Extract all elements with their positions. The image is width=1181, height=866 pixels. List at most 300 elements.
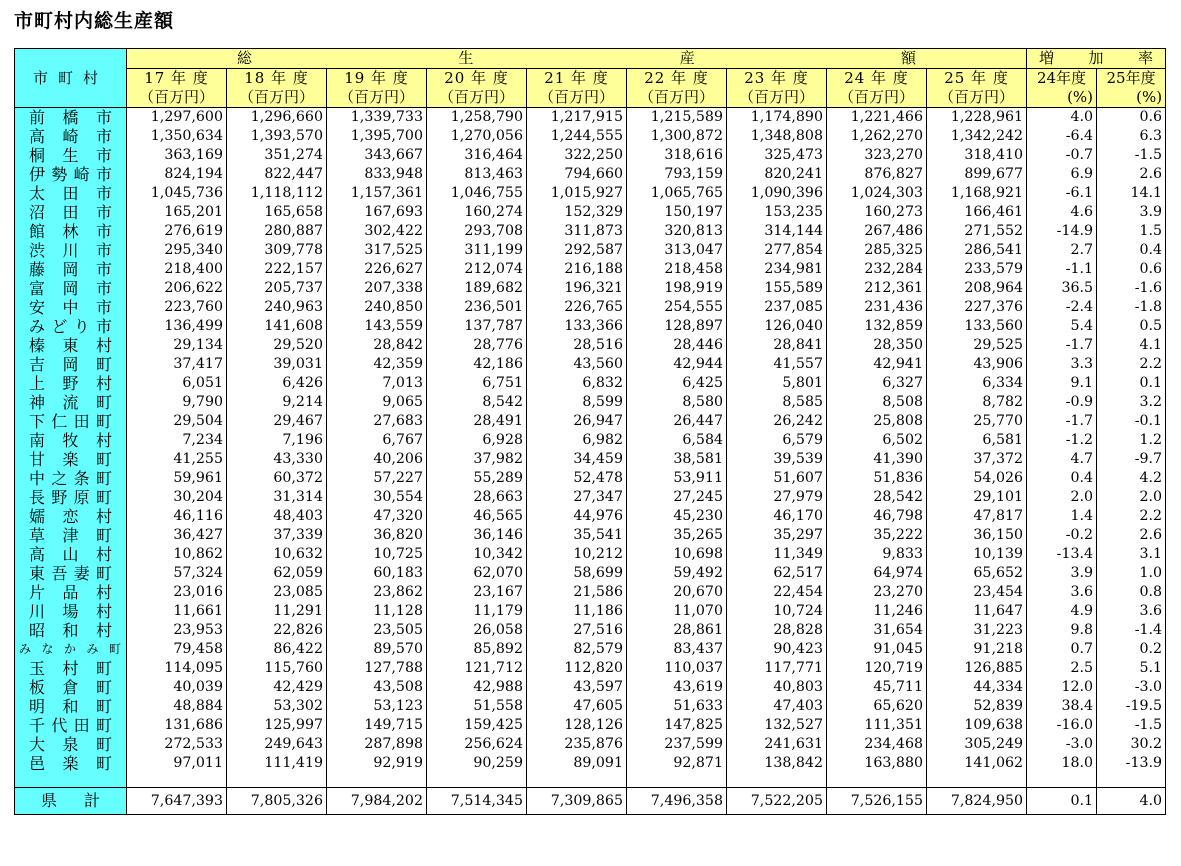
growth-rate-cell: -13.9 — [1097, 754, 1166, 773]
gross-product-cell: 286,541 — [927, 241, 1027, 260]
gross-product-cell: 7,647,393 — [127, 788, 227, 815]
gross-product-cell: 28,542 — [827, 488, 927, 507]
growth-rate-cell: -1.7 — [1027, 412, 1097, 431]
table-row — [15, 374, 1166, 393]
growth-rate-cell: 0.5 — [1097, 317, 1166, 336]
table-row — [15, 393, 1166, 412]
gross-product-cell: 232,284 — [827, 260, 927, 279]
gross-product-cell: 10,862 — [127, 545, 227, 564]
gross-product-cell: 149,715 — [327, 716, 427, 735]
growth-rate-cell: 12.0 — [1027, 678, 1097, 697]
gross-product-cell: 237,599 — [627, 735, 727, 754]
gross-product-cell: 26,947 — [527, 412, 627, 431]
gross-product-cell: 53,302 — [227, 697, 327, 716]
gross-product-cell: 23,505 — [327, 621, 427, 640]
spacer-cell — [227, 773, 327, 788]
gross-product-cell: 83,437 — [627, 640, 727, 659]
growth-rate-cell: 4.6 — [1027, 203, 1097, 222]
gross-product-cell: 313,047 — [627, 241, 727, 260]
gross-product-cell: 31,654 — [827, 621, 927, 640]
gross-product-cell: 41,255 — [127, 450, 227, 469]
gross-product-cell: 27,347 — [527, 488, 627, 507]
gross-product-cell: 60,183 — [327, 564, 427, 583]
gross-product-cell: 6,425 — [627, 374, 727, 393]
gross-product-cell: 9,065 — [327, 393, 427, 412]
gross-product-cell: 293,708 — [427, 222, 527, 241]
gross-product-cell: 196,321 — [527, 279, 627, 298]
gross-product-cell: 59,961 — [127, 469, 227, 488]
municipality-name: 草津町 — [15, 526, 127, 545]
year-header: 18 年 度 — [227, 69, 327, 89]
table-row — [15, 469, 1166, 488]
growth-rate-cell: 4.1 — [1097, 336, 1166, 355]
gross-product-cell: 8,508 — [827, 393, 927, 412]
gross-product-cell: 46,116 — [127, 507, 227, 526]
gross-product-cell: 47,817 — [927, 507, 1027, 526]
gross-product-cell: 285,325 — [827, 241, 927, 260]
gross-product-cell: 40,206 — [327, 450, 427, 469]
municipality-name: 高山村 — [15, 545, 127, 564]
gross-product-cell: 167,693 — [327, 203, 427, 222]
gross-product-cell: 1,065,765 — [627, 184, 727, 203]
gross-product-cell: 8,580 — [627, 393, 727, 412]
municipality-name: 明和町 — [15, 697, 127, 716]
gross-product-cell: 43,619 — [627, 678, 727, 697]
gross-product-cell: 37,417 — [127, 355, 227, 374]
gross-product-cell: 7,234 — [127, 431, 227, 450]
municipality-name: 沼田市 — [15, 203, 127, 222]
growth-rate-cell: 4.7 — [1027, 450, 1097, 469]
gross-product-cell: 5,801 — [727, 374, 827, 393]
gross-product-cell: 11,647 — [927, 602, 1027, 621]
gross-product-cell: 27,979 — [727, 488, 827, 507]
gross-product-cell: 23,454 — [927, 583, 1027, 602]
gross-product-cell: 115,760 — [227, 659, 327, 678]
gross-product-cell: 52,839 — [927, 697, 1027, 716]
gross-product-cell: 28,663 — [427, 488, 527, 507]
gross-product-cell: 6,426 — [227, 374, 327, 393]
table-row — [15, 754, 1166, 773]
gross-product-cell: 11,179 — [427, 602, 527, 621]
gross-product-cell: 126,040 — [727, 317, 827, 336]
growth-rate-cell: 1.5 — [1097, 222, 1166, 241]
municipality-name: 安中市 — [15, 298, 127, 317]
gross-product-cell: 295,340 — [127, 241, 227, 260]
spacer-cell — [1027, 773, 1097, 788]
gross-product-cell: 58,699 — [527, 564, 627, 583]
table-row — [15, 659, 1166, 678]
gross-product-cell: 44,976 — [527, 507, 627, 526]
gross-product-cell: 6,982 — [527, 431, 627, 450]
gross-product-cell: 813,463 — [427, 165, 527, 184]
gross-product-cell: 92,919 — [327, 754, 427, 773]
gdp-table — [14, 48, 1166, 815]
gross-product-cell: 43,330 — [227, 450, 327, 469]
gross-product-cell: 318,616 — [627, 146, 727, 165]
gross-product-cell: 1,393,570 — [227, 127, 327, 146]
gross-product-cell: 51,558 — [427, 697, 527, 716]
gross-product-cell: 51,836 — [827, 469, 927, 488]
growth-rate-cell: -1.2 — [1027, 431, 1097, 450]
gross-product-cell: 11,661 — [127, 602, 227, 621]
gross-product-cell: 23,167 — [427, 583, 527, 602]
growth-rate-cell: 0.7 — [1027, 640, 1097, 659]
gross-product-cell: 820,241 — [727, 165, 827, 184]
gross-product-cell: 876,827 — [827, 165, 927, 184]
year-header: 24 年 度 — [827, 69, 927, 89]
gross-product-cell: 43,508 — [327, 678, 427, 697]
table-row — [15, 298, 1166, 317]
gross-product-cell: 42,186 — [427, 355, 527, 374]
gross-product-cell: 28,776 — [427, 336, 527, 355]
gross-product-cell: 6,327 — [827, 374, 927, 393]
table-row — [15, 412, 1166, 431]
gross-product-cell: 109,638 — [927, 716, 1027, 735]
gross-product-cell: 92,871 — [627, 754, 727, 773]
gross-product-cell: 6,767 — [327, 431, 427, 450]
gross-product-group-header: 総生産額 — [127, 49, 1027, 69]
gross-product-cell: 7,309,865 — [527, 788, 627, 815]
municipality-name: みどり市 — [15, 317, 127, 336]
growth-rate-cell: 4.2 — [1097, 469, 1166, 488]
gross-product-cell: 163,880 — [827, 754, 927, 773]
table-row — [15, 317, 1166, 336]
gross-product-cell: 1,339,733 — [327, 108, 427, 128]
gross-product-cell: 111,419 — [227, 754, 327, 773]
growth-rate-cell: 2.2 — [1097, 507, 1166, 526]
table-row — [15, 621, 1166, 640]
municipality-column-header: 市町村 — [15, 49, 127, 108]
gross-product-cell: 237,085 — [727, 298, 827, 317]
gross-product-cell: 216,188 — [527, 260, 627, 279]
gross-product-cell: 117,771 — [727, 659, 827, 678]
gross-product-cell: 8,542 — [427, 393, 527, 412]
growth-rate-cell: 2.6 — [1097, 165, 1166, 184]
growth-rate-cell: 36.5 — [1027, 279, 1097, 298]
gross-product-cell: 6,928 — [427, 431, 527, 450]
growth-rate-cell: -0.1 — [1097, 412, 1166, 431]
gross-product-cell: 21,586 — [527, 583, 627, 602]
gross-product-cell: 218,400 — [127, 260, 227, 279]
gross-product-cell: 236,501 — [427, 298, 527, 317]
growth-rate-cell: -3.0 — [1027, 735, 1097, 754]
gross-product-cell: 10,725 — [327, 545, 427, 564]
gross-product-cell: 7,526,155 — [827, 788, 927, 815]
gross-product-cell: 10,139 — [927, 545, 1027, 564]
growth-rate-cell: 0.8 — [1097, 583, 1166, 602]
gross-product-cell: 1,262,270 — [827, 127, 927, 146]
table-row — [15, 260, 1166, 279]
total-row — [15, 788, 1166, 815]
growth-rate-cell: -1.5 — [1097, 146, 1166, 165]
gross-product-cell: 11,186 — [527, 602, 627, 621]
municipality-name: みなかみ町 — [15, 640, 127, 659]
gross-product-cell: 53,123 — [327, 697, 427, 716]
gross-product-cell: 276,619 — [127, 222, 227, 241]
spacer-cell — [127, 773, 227, 788]
table-row — [15, 108, 1166, 128]
growth-rate-cell: -6.1 — [1027, 184, 1097, 203]
year-header: 25 年 度 — [927, 69, 1027, 89]
municipality-name: 嬬恋村 — [15, 507, 127, 526]
gross-product-cell: 309,778 — [227, 241, 327, 260]
table-body — [15, 108, 1166, 815]
gross-product-cell: 28,842 — [327, 336, 427, 355]
gross-product-cell: 143,559 — [327, 317, 427, 336]
spacer-cell — [527, 773, 627, 788]
gross-product-cell: 1,300,872 — [627, 127, 727, 146]
gross-product-cell: 1,342,242 — [927, 127, 1027, 146]
gross-product-cell: 1,297,600 — [127, 108, 227, 128]
unit-header: （百万円） — [227, 88, 327, 108]
gross-product-cell: 11,349 — [727, 545, 827, 564]
unit-header: （百万円） — [327, 88, 427, 108]
gross-product-cell: 8,782 — [927, 393, 1027, 412]
growth-rate-cell: 5.4 — [1027, 317, 1097, 336]
growth-rate-cell: 0.6 — [1097, 108, 1166, 128]
gross-product-cell: 29,467 — [227, 412, 327, 431]
growth-rate-cell: 14.1 — [1097, 184, 1166, 203]
gross-product-cell: 231,436 — [827, 298, 927, 317]
gross-product-cell: 39,539 — [727, 450, 827, 469]
gross-product-cell: 1,090,396 — [727, 184, 827, 203]
gross-product-cell: 899,677 — [927, 165, 1027, 184]
gross-product-cell: 86,422 — [227, 640, 327, 659]
municipality-name: 太田市 — [15, 184, 127, 203]
spacer-cell — [727, 773, 827, 788]
gross-product-cell: 1,258,790 — [427, 108, 527, 128]
gross-product-cell: 35,265 — [627, 526, 727, 545]
gross-product-cell: 7,013 — [327, 374, 427, 393]
municipality-name: 昭和村 — [15, 621, 127, 640]
gross-product-cell: 30,204 — [127, 488, 227, 507]
growth-rate-cell: -1.7 — [1027, 336, 1097, 355]
growth-rate-cell: 38.4 — [1027, 697, 1097, 716]
year-header: 22 年 度 — [627, 69, 727, 89]
gross-product-cell: 59,492 — [627, 564, 727, 583]
gross-product-cell: 36,146 — [427, 526, 527, 545]
growth-rate-cell: 5.1 — [1097, 659, 1166, 678]
gross-product-cell: 27,245 — [627, 488, 727, 507]
gross-product-cell: 51,633 — [627, 697, 727, 716]
gross-product-cell: 128,126 — [527, 716, 627, 735]
gross-product-cell: 114,095 — [127, 659, 227, 678]
growth-rate-cell: 3.6 — [1097, 602, 1166, 621]
gross-product-cell: 62,059 — [227, 564, 327, 583]
gross-product-cell: 55,289 — [427, 469, 527, 488]
spacer-cell — [15, 773, 127, 788]
gross-product-cell: 793,159 — [627, 165, 727, 184]
gross-product-cell: 1,228,961 — [927, 108, 1027, 128]
gross-product-cell: 322,250 — [527, 146, 627, 165]
municipality-name: 前橋市 — [15, 108, 127, 128]
gross-product-cell: 54,026 — [927, 469, 1027, 488]
gross-product-cell: 7,522,205 — [727, 788, 827, 815]
growth-rate-cell: 4.0 — [1097, 788, 1166, 815]
gross-product-cell: 1,217,915 — [527, 108, 627, 128]
gross-product-cell: 45,230 — [627, 507, 727, 526]
gross-product-cell: 1,215,589 — [627, 108, 727, 128]
gross-product-cell: 36,150 — [927, 526, 1027, 545]
gross-product-cell: 112,820 — [527, 659, 627, 678]
gross-product-cell: 8,585 — [727, 393, 827, 412]
gross-product-cell: 141,608 — [227, 317, 327, 336]
year-header: 20 年 度 — [427, 69, 527, 89]
table-row — [15, 583, 1166, 602]
municipality-name: 神流町 — [15, 393, 127, 412]
unit-header: （百万円） — [627, 88, 727, 108]
growth-rate-cell: 0.2 — [1097, 640, 1166, 659]
municipality-name: 邑楽町 — [15, 754, 127, 773]
gross-product-cell: 1,045,736 — [127, 184, 227, 203]
gross-product-cell: 212,074 — [427, 260, 527, 279]
gross-product-cell: 267,486 — [827, 222, 927, 241]
growth-rate-cell: -13.4 — [1027, 545, 1097, 564]
table-row — [15, 564, 1166, 583]
growth-rate-cell: -1.5 — [1097, 716, 1166, 735]
gross-product-cell: 280,887 — [227, 222, 327, 241]
gross-product-cell: 62,070 — [427, 564, 527, 583]
gross-product-cell: 23,270 — [827, 583, 927, 602]
municipality-name: 富岡市 — [15, 279, 127, 298]
gross-product-cell: 6,581 — [927, 431, 1027, 450]
growth-rate-cell: 2.0 — [1097, 488, 1166, 507]
gross-product-cell: 23,016 — [127, 583, 227, 602]
municipality-name: 桐生市 — [15, 146, 127, 165]
gross-product-cell: 28,446 — [627, 336, 727, 355]
gross-product-cell: 41,557 — [727, 355, 827, 374]
table-row — [15, 640, 1166, 659]
growth-rate-cell: -0.7 — [1027, 146, 1097, 165]
municipality-name: 甘楽町 — [15, 450, 127, 469]
gross-product-cell: 1,350,634 — [127, 127, 227, 146]
table-row — [15, 355, 1166, 374]
growth-rate-cell: 2.5 — [1027, 659, 1097, 678]
gross-product-cell: 31,314 — [227, 488, 327, 507]
gross-product-cell: 254,555 — [627, 298, 727, 317]
gross-product-cell: 43,906 — [927, 355, 1027, 374]
gross-product-cell: 48,403 — [227, 507, 327, 526]
growth-rate-group-header: 増加率 — [1027, 49, 1166, 69]
gross-product-cell: 35,222 — [827, 526, 927, 545]
gross-product-cell: 47,403 — [727, 697, 827, 716]
growth-rate-cell: -9.7 — [1097, 450, 1166, 469]
gross-product-cell: 7,514,345 — [427, 788, 527, 815]
gross-product-cell: 227,376 — [927, 298, 1027, 317]
gross-product-cell: 42,944 — [627, 355, 727, 374]
gross-product-cell: 9,214 — [227, 393, 327, 412]
growth-rate-cell: 3.6 — [1027, 583, 1097, 602]
gross-product-cell: 25,808 — [827, 412, 927, 431]
gross-product-cell: 292,587 — [527, 241, 627, 260]
gross-product-cell: 136,499 — [127, 317, 227, 336]
table-row — [15, 602, 1166, 621]
gross-product-cell: 234,468 — [827, 735, 927, 754]
gross-product-cell: 824,194 — [127, 165, 227, 184]
municipality-name: 下仁田町 — [15, 412, 127, 431]
gross-product-cell: 6,502 — [827, 431, 927, 450]
gross-product-cell: 160,274 — [427, 203, 527, 222]
gross-product-cell: 363,169 — [127, 146, 227, 165]
table-row — [15, 431, 1166, 450]
table-row — [15, 279, 1166, 298]
gross-product-cell: 42,359 — [327, 355, 427, 374]
growth-rate-cell: -1.6 — [1097, 279, 1166, 298]
gross-product-cell: 198,919 — [627, 279, 727, 298]
gross-product-cell: 20,670 — [627, 583, 727, 602]
growth-rate-cell: 2.6 — [1097, 526, 1166, 545]
gross-product-cell: 6,579 — [727, 431, 827, 450]
gross-product-cell: 1,395,700 — [327, 127, 427, 146]
gross-product-cell: 235,876 — [527, 735, 627, 754]
growth-rate-cell: 6.3 — [1097, 127, 1166, 146]
gross-product-cell: 85,892 — [427, 640, 527, 659]
municipality-name: 南牧村 — [15, 431, 127, 450]
gross-product-cell: 11,128 — [327, 602, 427, 621]
gross-product-cell: 234,981 — [727, 260, 827, 279]
gross-product-cell: 22,826 — [227, 621, 327, 640]
page-title: 市町村内総生産額 — [14, 10, 175, 32]
gross-product-cell: 46,798 — [827, 507, 927, 526]
table-row — [15, 488, 1166, 507]
gross-product-cell: 155,589 — [727, 279, 827, 298]
gross-product-cell: 22,454 — [727, 583, 827, 602]
gross-product-cell: 240,850 — [327, 298, 427, 317]
gross-product-cell: 29,520 — [227, 336, 327, 355]
growth-rate-cell: -14.9 — [1027, 222, 1097, 241]
gross-product-cell: 44,334 — [927, 678, 1027, 697]
municipality-name: 千代田町 — [15, 716, 127, 735]
gross-product-cell: 29,525 — [927, 336, 1027, 355]
gross-product-cell: 62,517 — [727, 564, 827, 583]
gross-product-cell: 1,024,303 — [827, 184, 927, 203]
gross-product-cell: 42,941 — [827, 355, 927, 374]
gross-product-cell: 351,274 — [227, 146, 327, 165]
gross-product-cell: 166,461 — [927, 203, 1027, 222]
table-row — [15, 184, 1166, 203]
growth-rate-cell: 9.1 — [1027, 374, 1097, 393]
gross-product-cell: 302,422 — [327, 222, 427, 241]
gross-product-cell: 343,667 — [327, 146, 427, 165]
gross-product-cell: 64,974 — [827, 564, 927, 583]
gross-product-cell: 314,144 — [727, 222, 827, 241]
gross-product-cell: 43,597 — [527, 678, 627, 697]
growth-rate-cell: 1.2 — [1097, 431, 1166, 450]
growth-rate-cell: 3.9 — [1097, 203, 1166, 222]
gross-product-cell: 29,134 — [127, 336, 227, 355]
municipality-name: 片品村 — [15, 583, 127, 602]
gross-product-cell: 36,427 — [127, 526, 227, 545]
gross-product-cell: 325,473 — [727, 146, 827, 165]
gross-product-cell: 10,342 — [427, 545, 527, 564]
gross-product-cell: 189,682 — [427, 279, 527, 298]
table-row — [15, 241, 1166, 260]
growth-rate-cell: -1.1 — [1027, 260, 1097, 279]
gross-product-cell: 7,824,950 — [927, 788, 1027, 815]
gross-product-cell: 165,201 — [127, 203, 227, 222]
gross-product-cell: 311,199 — [427, 241, 527, 260]
growth-rate-cell: 2.7 — [1027, 241, 1097, 260]
gross-product-cell: 233,579 — [927, 260, 1027, 279]
gross-product-cell: 91,045 — [827, 640, 927, 659]
gross-product-cell: 133,366 — [527, 317, 627, 336]
gross-product-cell: 65,620 — [827, 697, 927, 716]
gross-product-cell: 320,813 — [627, 222, 727, 241]
gross-product-cell: 45,711 — [827, 678, 927, 697]
municipality-name: 長野原町 — [15, 488, 127, 507]
growth-rate-cell: 0.4 — [1097, 241, 1166, 260]
rate-unit-header: (%) — [1027, 88, 1097, 108]
